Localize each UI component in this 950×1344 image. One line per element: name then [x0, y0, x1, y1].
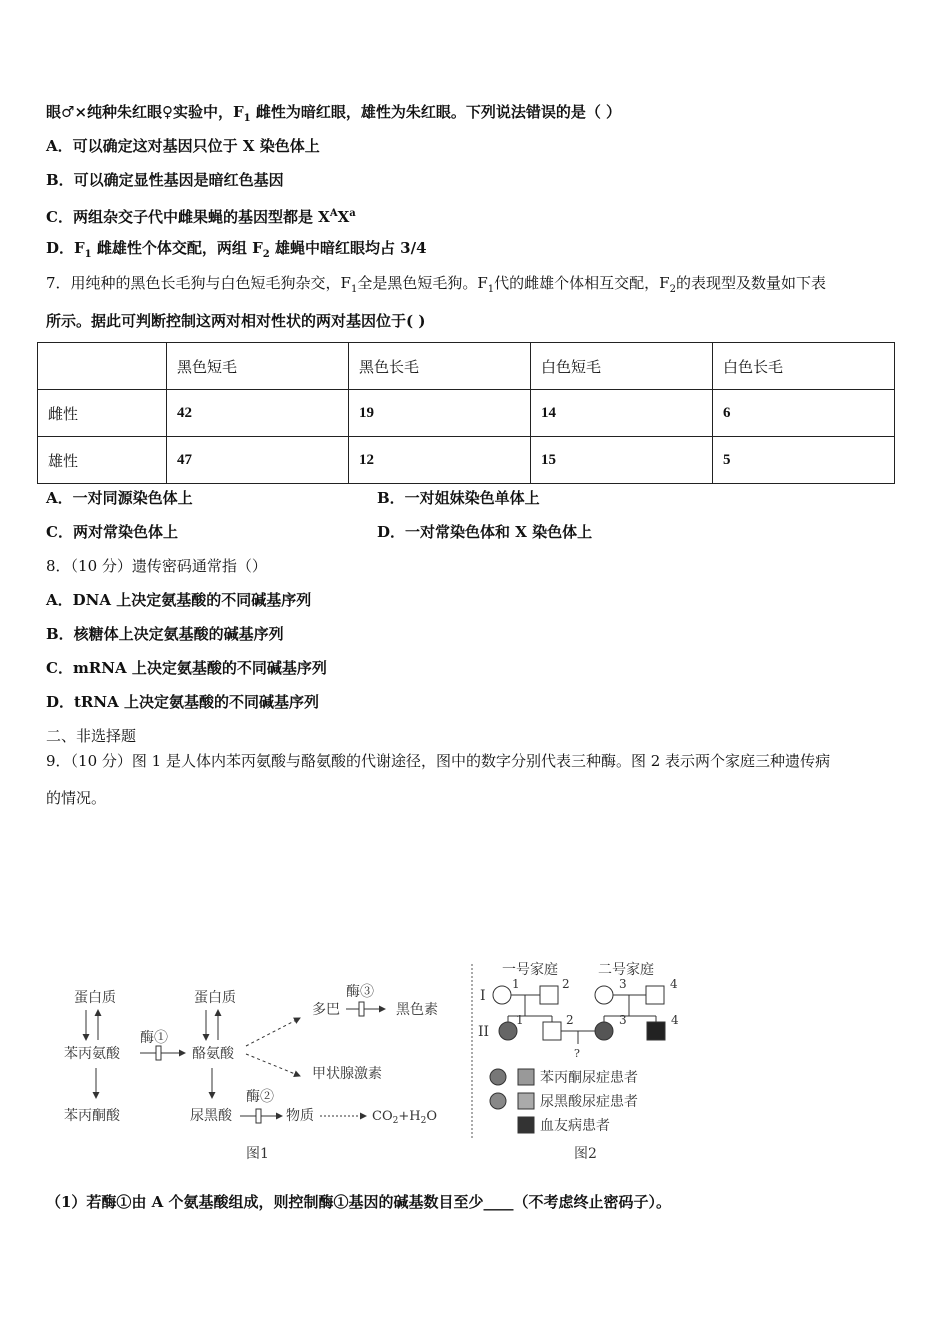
enzyme-block	[359, 1002, 364, 1016]
co2-text: CO	[372, 1109, 393, 1124]
h2o-text: +H	[398, 1109, 421, 1124]
fig1-melanin: 黑色素	[396, 1002, 438, 1018]
table-header-row	[38, 343, 895, 390]
fig2-legend-hemophilia: 血友病患者	[540, 1118, 610, 1134]
arrow-dashed	[246, 1054, 300, 1076]
q6-option-c-sup1: A	[329, 208, 338, 219]
pedigree-number: 3	[619, 977, 627, 991]
fig2-generation-1: I	[480, 988, 486, 1004]
enzyme-block	[256, 1109, 261, 1123]
table-cell: 12	[349, 437, 531, 484]
figures	[60, 958, 690, 1168]
figure-1	[64, 984, 438, 1162]
pedigree-male	[540, 986, 558, 1004]
q6-option-c	[46, 204, 356, 227]
table-row	[38, 390, 895, 437]
pedigree-male	[646, 986, 664, 1004]
h2o-sub: 2	[420, 1116, 427, 1126]
pedigree-female	[595, 986, 613, 1004]
fig1-co2-h2o	[372, 1109, 437, 1126]
pedigree-number: 1	[516, 1013, 524, 1027]
pedigree-number: 3	[619, 1013, 627, 1027]
h2o-tail: O	[426, 1109, 437, 1124]
fig1-phenylalanine: 苯丙氨酸	[64, 1046, 120, 1062]
table-header-cell	[38, 343, 167, 390]
pedigree-affected-male	[647, 1022, 665, 1040]
table-cell: 雌性	[38, 390, 167, 437]
q7-stem-b: 全是黑色短毛狗。F	[357, 274, 488, 292]
q6-stem-sub: 1	[243, 113, 251, 124]
legend-symbol	[490, 1093, 506, 1109]
pedigree-number: 2	[562, 977, 570, 991]
pedigree-number: 2	[566, 1013, 574, 1027]
table-cell: 47	[167, 437, 349, 484]
q9-stem-line2: 的情况。	[46, 789, 107, 807]
q7-sub3: 2	[669, 284, 676, 295]
q7-option-a: A．一对同源染色体上	[46, 489, 193, 507]
legend-symbol	[518, 1117, 534, 1133]
fig1-protein-1: 蛋白质	[74, 990, 116, 1006]
q7-option-c: C．两对常染色体上	[46, 523, 178, 541]
fig1-enzyme-3: 酶③	[346, 984, 374, 1000]
q7-option-b: B．一对姐妹染色单体上	[377, 489, 540, 507]
q7-sub2: 1	[487, 284, 495, 295]
legend-symbol	[518, 1069, 534, 1085]
fig2-family-2: 二号家庭	[598, 962, 654, 978]
figure-2	[478, 962, 679, 1162]
fig2-legend-alkaptonuria: 尿黑酸尿症患者	[540, 1094, 638, 1110]
pedigree-number: 4	[671, 1013, 679, 1027]
arrow-dashed	[246, 1018, 300, 1046]
table-header-cell: 白色短毛	[531, 343, 713, 390]
q8-option-c: C．mRNA 上决定氨基酸的不同碱基序列	[46, 659, 327, 677]
table-row	[38, 437, 895, 484]
fig2-legend-pku: 苯丙酮尿症患者	[540, 1070, 638, 1086]
pedigree-male	[543, 1022, 561, 1040]
pedigree-unknown: ?	[574, 1047, 580, 1060]
fig1-caption: 图1	[246, 1146, 269, 1162]
q8-option-b: B．核糖体上决定氨基酸的碱基序列	[46, 625, 284, 643]
q6-option-d-tail: 雄蝇中暗红眼均占 3/4	[269, 239, 427, 257]
legend-symbol	[490, 1069, 506, 1085]
table-cell: 19	[349, 390, 531, 437]
q7-sub1: 1	[350, 284, 358, 295]
q6-option-c-mid: X	[337, 208, 350, 226]
table-header-cell: 黑色短毛	[167, 343, 349, 390]
table-header-cell: 白色长毛	[713, 343, 895, 390]
q7-stem-line1	[46, 273, 826, 300]
fig1-thyroxine: 甲状腺激素	[312, 1066, 382, 1082]
q6-option-d-mid: 雌雄性个体交配，两组 F	[91, 239, 263, 257]
fig2-caption: 图2	[574, 1146, 597, 1162]
q8-option-a: A．DNA 上决定氨基酸的不同碱基序列	[46, 591, 312, 609]
q8-stem: 8．（10 分）遗传密码通常指（）	[46, 557, 267, 575]
q6-option-c-sup2: a	[349, 208, 356, 219]
fig1-tyrosine: 酪氨酸	[192, 1046, 234, 1062]
q6-option-c-text: C．两组杂交子代中雌果蝇的基因型都是 X	[46, 208, 330, 226]
q6-stem	[46, 102, 621, 129]
q6-stem-tail: 雌性为暗红眼，雄性为朱红眼。下列说法错误的是（ ）	[250, 103, 622, 121]
fig2-generation-2: II	[478, 1024, 490, 1040]
pedigree-affected-female	[499, 1022, 517, 1040]
co2-sub: 2	[392, 1116, 399, 1126]
fig1-homogentisic-acid: 尿黑酸	[190, 1108, 232, 1124]
q7-stem-line2: 所示。据此可判断控制这两对相对性状的两对基因位于( )	[46, 312, 426, 330]
enzyme-block	[156, 1046, 161, 1060]
table-cell: 14	[531, 390, 713, 437]
q6-option-d-sub1: 1	[84, 249, 92, 260]
table-cell: 5	[713, 437, 895, 484]
fig1-substance: 物质	[286, 1108, 314, 1124]
pedigree-number: 1	[512, 977, 520, 991]
q6-option-d-sub2: 2	[262, 249, 270, 260]
q8-option-d: D．tRNA 上决定氨基酸的不同碱基序列	[46, 693, 319, 711]
table-cell: 雄性	[38, 437, 167, 484]
fig2-family-1: 一号家庭	[502, 962, 558, 978]
pedigree-affected-female	[595, 1022, 613, 1040]
q7-stem-a: 7．用纯种的黑色长毛狗与白色短毛狗杂交，F	[46, 274, 351, 292]
q7-option-d: D．一对常染色体和 X 染色体上	[377, 523, 593, 541]
fig1-phenylpyruvate: 苯丙酮酸	[64, 1108, 120, 1124]
q6-option-b: B．可以确定显性基因是暗红色基因	[46, 171, 284, 189]
phenotype-table	[37, 342, 895, 484]
fig1-enzyme-1: 酶①	[140, 1030, 168, 1046]
q7-stem-c: 代的雌雄个体相互交配，F	[494, 274, 670, 292]
fig1-enzyme-2: 酶②	[246, 1089, 274, 1105]
pedigree-number: 4	[670, 977, 678, 991]
section-title: 二、非选择题	[46, 727, 137, 745]
q6-option-d-text: D．F	[46, 239, 85, 257]
q6-option-d	[46, 238, 427, 265]
fig1-dopa: 多巴	[312, 1002, 340, 1018]
q6-stem-text: 眼♂×纯种朱红眼♀实验中，F	[46, 103, 244, 121]
table-cell: 15	[531, 437, 713, 484]
q6-option-a: A．可以确定这对基因只位于 X 染色体上	[46, 137, 320, 155]
q9-stem-line1: 9．（10 分）图 1 是人体内苯丙氨酸与酪氨酸的代谢途径，图中的数字分别代表三种酶。图 2 表示两个家庭三种遗传病	[46, 752, 831, 770]
table-cell: 42	[167, 390, 349, 437]
pedigree-female	[493, 986, 511, 1004]
fig1-protein-2: 蛋白质	[194, 990, 236, 1006]
table-cell: 6	[713, 390, 895, 437]
q9-subquestion-1: （1）若酶①由 A 个氨基酸组成，则控制酶①基因的碱基数目至少____（不考虑终止密码子）。	[46, 1193, 672, 1211]
legend-symbol	[518, 1093, 534, 1109]
table-header-cell: 黑色长毛	[349, 343, 531, 390]
q7-stem-d: 的表现型及数量如下表	[675, 274, 826, 292]
